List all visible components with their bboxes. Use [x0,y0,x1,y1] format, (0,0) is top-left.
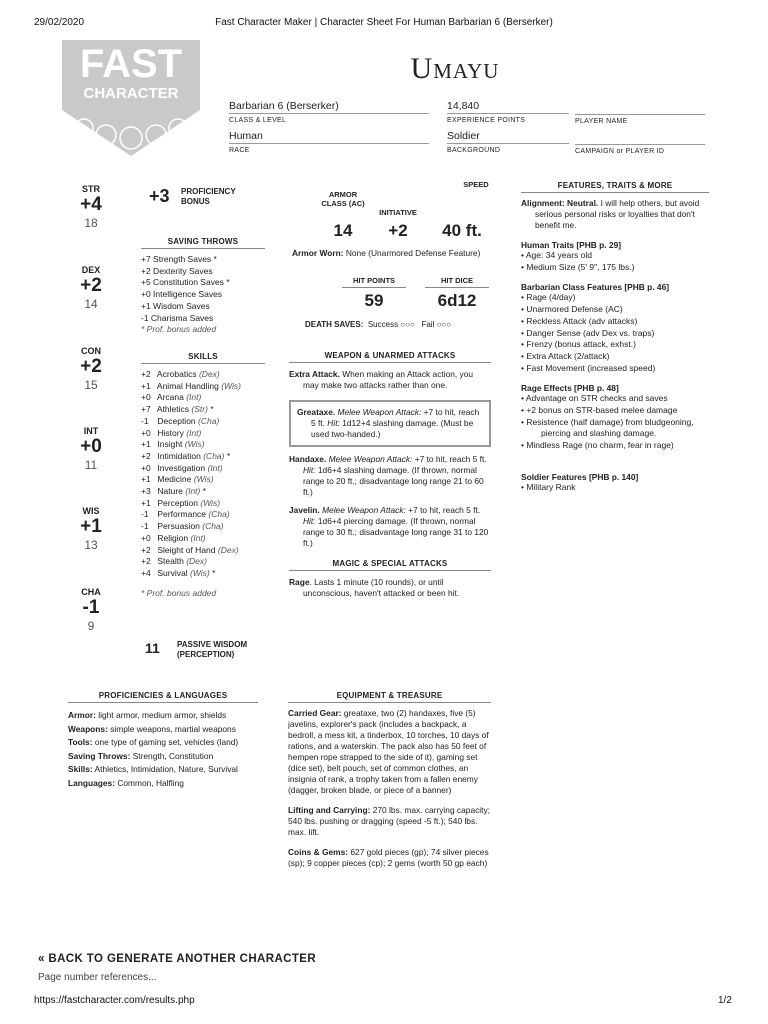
proficiencies-title: PROFICIENCIES & LANGUAGES [68,691,258,703]
lifting-carrying [288,805,491,838]
skill-mod: +1 [141,380,151,391]
print-date: 29/02/2020 [34,17,85,28]
skill-name: History [157,427,184,438]
player-name-value [575,100,705,115]
initiative-label: INITIATIVE [379,208,417,217]
death-saves [305,320,451,329]
skill-mod: +1 [141,474,151,485]
skill-item [141,381,265,393]
skill-ability: (Int) [190,532,206,543]
soldier-features-list [521,482,709,494]
speed-value: 40 ft. [442,221,482,240]
skill-prof-star: * [226,450,231,461]
proficiency-value: simple weapons, martial weapons [110,723,236,734]
ability-mod: +4 [80,194,102,215]
greataxe-name: Greataxe. [297,407,336,417]
skill-item [141,474,265,486]
list-item: • Unarmored Defense (AC) [521,304,623,315]
save-item: +2 Dexterity Saves [141,265,213,276]
rage-effects-title: Rage Effects [PHB p. 48] [521,383,619,394]
skill-prof-star: * [202,486,207,497]
coins-label: Coins & Gems: [288,847,349,857]
armor-worn-label: Armor Worn: [292,248,344,258]
skill-mod: +4 [141,567,151,578]
class-level-value: Barbarian 6 (Berserker) [229,100,429,114]
javelin-hit: +7 to hit, reach 5 ft. [408,505,481,515]
extra-attack-name: Extra Attack. [289,369,340,379]
skill-name: Stealth [157,556,184,567]
ability-name: INT [83,426,99,436]
list-item: • Fast Movement (increased speed) [521,362,656,373]
skill-item [141,545,265,557]
rage-name: Rage [289,577,310,587]
skill-ability: (Int) [186,392,202,403]
alignment-text: I will help others, but avoid serious personal risks or loyalties that don't benefit me. [535,198,700,230]
skill-ability: (Wis) [200,497,221,508]
skill-item [141,556,265,568]
armor-worn [292,248,480,258]
proficiency-key: Tools: [68,737,93,747]
hit-points-value: 59 [364,291,384,310]
ability-mod: +1 [80,516,102,537]
barbarian-features-list [521,292,709,374]
equipment-title: EQUIPMENT & TREASURE [288,691,491,703]
armor-worn-value: None (Unarmored Defense Feature) [345,248,481,258]
javelin-type: Melee Weapon Attack: [322,505,406,515]
rage-text: . Lasts 1 minute (10 rounds), or until unconscious, haven't attacked or been hit. [303,577,460,598]
ability-con [66,346,116,392]
skill-ability: (Int) [186,427,202,438]
javelin-name: Javelin. [289,505,320,515]
ability-score: 11 [84,458,98,472]
skill-name: Nature [157,486,183,497]
ability-mod: +2 [80,356,102,377]
skill-ability: (Dex) [186,556,207,567]
skill-name: Animal Handling [156,380,219,391]
lifting-text: 270 lbs. max. carrying capacity; 540 lbs. pushing or dragging (speed -5 ft.); 540 lbs. max. lift. [288,805,490,837]
skill-ability: (Int) [185,486,201,497]
ability-mod: +2 [80,275,102,296]
skill-name: Survival [157,567,188,578]
skill-item [141,416,265,428]
greataxe-damage: 1d12+4 slashing damage. (Must be used two-handed.) [311,418,474,439]
handaxe-name: Handaxe. [289,454,327,464]
saving-throws-list [141,254,265,336]
list-item: • Military Rank [521,481,576,492]
proficiencies-list [68,709,258,790]
page-references: Page number references... [38,972,157,983]
skill-item [141,369,265,381]
background-value: Soldier [447,130,569,144]
handaxe-attack [289,454,491,498]
skill-item [141,404,265,416]
hit-dice-label: HIT DICE [425,276,489,288]
ability-str [66,184,116,230]
skill-item [141,521,265,533]
campaign-label: CAMPAIGN or PLAYER ID [575,148,665,155]
proficiency-row [68,723,258,737]
skill-item [141,451,265,463]
proficiency-row [68,736,258,750]
rage-attack [289,577,491,599]
skill-prof-star: * [210,404,214,415]
lifting-label: Lifting and Carrying: [288,805,371,815]
death-saves-success: Success ○○○ [367,320,415,329]
death-saves-fail: Fail ○○○ [421,320,452,329]
ac-value: 14 [333,221,353,240]
skill-mod: -1 [141,509,149,520]
logo-character: CHARACTER [83,85,179,102]
skill-name: Athletics [156,404,190,415]
greataxe-hit: +7 to hit, reach 5 ft. [311,407,480,428]
skill-item [141,498,265,510]
proficiency-key: Languages: [68,777,115,788]
print-footer-page: 1/2 [718,995,732,1006]
skill-name: Investigation [157,462,206,473]
greataxe-attack [297,407,483,440]
skill-name: Intimidation [157,450,201,461]
skills-title: SKILLS [141,352,265,364]
character-name: Umayu [410,52,500,85]
skill-name: Insight [157,439,183,450]
skill-name: Religion [157,532,189,543]
skill-mod: +0 [141,532,151,543]
skill-ability: (Cha) [208,509,230,520]
logo-fast: FAST [79,42,183,86]
skill-item [141,568,265,580]
attacks-title: WEAPON & UNARMED ATTACKS [289,351,491,363]
skill-item [141,463,265,475]
carried-gear [288,708,491,796]
list-item: • Mindless Rage (no charm, fear in rage) [521,440,674,451]
xp-label: EXPERIENCE POINTS [447,117,526,124]
skill-ability: (Int) [207,462,223,473]
skill-ability: (Wis) [221,380,241,391]
ability-dex [66,265,116,311]
magic-title: MAGIC & SPECIAL ATTACKS [289,559,491,571]
proficiency-value: Common, Halfling [117,777,184,788]
handaxe-hit: +7 to hit, reach 5 ft. [414,454,487,464]
skill-mod: +2 [141,556,151,567]
handaxe-type: Melee Weapon Attack: [328,454,413,464]
print-title: Fast Character Maker | Character Sheet For Human Barbarian 6 (Berserker) [215,17,553,28]
death-saves-label: DEATH SAVES: [305,320,364,329]
skill-name: Deception [157,415,196,426]
proficiency-value: light armor, medium armor, shields [98,710,227,720]
skill-item [141,486,265,498]
skill-mod: +7 [141,404,151,415]
save-item: +7 Strength Saves * [141,254,217,264]
ability-name: DEX [81,265,101,275]
skill-mod: +1 [141,497,151,508]
barbarian-features-title: Barbarian Class Features [PHB p. 46] [521,282,670,293]
ability-wis [66,506,116,552]
proficiency-value: Athletics, Intimidation, Nature, Survival [94,764,238,774]
skill-ability: (Cha) [203,450,225,461]
player-name-label: PLAYER NAME [575,118,628,125]
skill-name: Arcana [156,392,184,403]
proficiency-row [68,763,258,777]
human-traits-title: Human Traits [PHB p. 29] [521,240,622,250]
features-title: FEATURES, TRAITS & MORE [521,181,709,193]
proficiency-label-1: PROFICIENCY [181,187,236,196]
list-item: • Reckless Attack (adv attacks) [521,315,638,326]
skill-ability: (Wis) [193,474,214,485]
soldier-features-title: Soldier Features [PHB p. 140] [521,471,639,482]
ability-score: 13 [84,538,98,552]
passive-wisdom-value: 11 [145,640,160,656]
skill-mod: +0 [141,427,151,438]
alignment-label: Alignment: Neutral. [521,198,599,208]
alignment [521,198,709,231]
proficiency-value: one type of gaming set, vehicles (land) [94,737,239,747]
greataxe-box [289,400,491,447]
coins-text: 627 gold pieces (gp); 74 silver pieces (sp); 9 copper pieces (cp); 2 gems (worth 50 gp each) [288,847,489,868]
proficiency-value: +3 [149,186,170,206]
skill-mod: +2 [141,369,151,379]
skill-name: Acrobatics [156,369,197,379]
race-value: Human [229,130,429,144]
skill-ability: (Wis) [189,567,210,578]
skills-list [141,369,265,580]
skill-item [141,533,265,545]
proficiency-key: Skills: [68,764,93,774]
skill-name: Persuasion [157,521,200,532]
proficiency-key: Weapons: [68,723,108,734]
skill-item [141,392,265,404]
proficiency-key: Saving Throws: [68,750,131,761]
passive-wisdom-label-1: PASSIVE WISDOM [177,640,248,649]
fast-character-logo [62,40,200,158]
skill-name: Performance [157,509,207,520]
javelin-damage: 1d6+4 piercing damage. (If thrown, normal range to 30 ft.; disadvantage long range 31 to 120 ft.) [303,516,489,548]
saving-throws-title: SAVING THROWS [141,237,265,249]
list-item: • Age: 34 years old [521,250,593,260]
skill-mod: +0 [141,462,151,473]
skill-mod: +1 [141,439,151,450]
hit-dice-value: 6d12 [437,291,477,310]
background-label: BACKGROUND [447,147,501,154]
proficiency-row [68,709,258,723]
race-label: RACE [229,147,250,154]
list-item: • +2 bonus on STR-based melee damage [521,405,678,416]
skill-mod: -1 [141,521,149,532]
save-item: +1 Wisdom Saves [141,300,210,311]
ability-mod: +0 [80,436,102,457]
class-level-label: CLASS & LEVEL [229,117,287,124]
ability-name: WIS [82,506,100,516]
hit-points-label: HIT POINTS [342,276,406,288]
save-item: +0 Intelligence Saves [141,289,223,300]
extra-attack [289,369,491,391]
handaxe-damage: 1d6+4 slashing damage. (If thrown, normal range to 20 ft.; disadvantage long range 21 to 60 ft.) [303,465,484,497]
proficiency-value: Strength, Constitution [132,750,214,761]
save-item: +5 Constitution Saves * [141,277,230,288]
list-item: • Advantage on STR checks and saves [521,393,668,404]
skill-ability: (Cha) [202,521,224,532]
carried-gear-label: Carried Gear: [288,708,342,718]
skill-ability: (Wis) [184,439,205,450]
rage-effects-list [521,393,709,452]
xp-value: 14,840 [447,100,569,114]
proficiency-row [68,750,258,764]
skill-ability: (Str) [191,404,208,415]
javelin-hit-label: Hit: [303,516,316,526]
ability-score: 18 [84,216,98,230]
skill-ability: (Dex) [217,544,239,555]
proficiency-key: Armor: [68,710,96,720]
ability-cha [66,587,116,633]
skill-mod: +2 [141,544,151,555]
ability-name: CON [81,346,101,356]
ac-label: ARMOR CLASS (AC) [321,190,365,208]
skill-name: Sleight of Hand [157,544,216,555]
proficiency-row [68,777,258,791]
back-to-generate-link[interactable]: « BACK TO GENERATE ANOTHER CHARACTER [38,953,317,965]
list-item: • Frenzy (bonus attack, exhst.) [521,339,636,350]
proficiency-label-2: BONUS [181,197,210,206]
list-item: • Resistence (half damage) from bludgeoning, piercing and slashing damage. [521,416,694,439]
skill-mod: +0 [141,392,151,403]
list-item: • Extra Attack (2/attack) [521,350,610,361]
passive-wisdom-label-2: (PERCEPTION) [177,650,235,659]
javelin-attack [289,505,491,549]
list-item: • Danger Sense (adv Dex vs. traps) [521,327,655,338]
save-note: * Prof. bonus added [141,324,217,335]
ability-score: 15 [84,378,98,392]
skill-name: Medicine [157,474,192,485]
campaign-value [575,130,705,145]
speed-label: SPEED [463,180,489,189]
ability-mod: -1 [82,597,100,618]
skill-item [141,428,265,440]
skill-mod: +3 [141,486,151,497]
ability-name: CHA [81,587,101,597]
ability-score: 14 [84,297,98,311]
carried-gear-text: greataxe, two (2) handaxes, five (5) javelins, explorer's pack (includes a backpack, a bedroll, a mess kit, a tinderbox, 10 torches, 10 days of rations, and a waterskin. The pack also has 50 feet of hempen rope strapped to the side of it), gaming set (dice set), belt pouch, set of common clothes, an insignia of rank, a trophy taken from a fallen enemy (dagger, broken blade, or piece of a banner) [288,708,489,795]
skill-ability: (Dex) [198,369,220,379]
skill-prof-star: * [212,567,216,578]
skill-ability: (Cha) [198,415,220,426]
ability-name: STR [82,184,100,194]
handaxe-hit-label: Hit: [303,465,316,475]
print-footer-url: https://fastcharacter.com/results.php [34,995,195,1006]
skill-item [141,439,265,451]
skill-mod: -1 [141,415,149,426]
list-item: • Rage (4/day) [521,292,576,303]
coins-gems [288,847,491,869]
extra-attack-text: When making an Attack action, you may make two attacks rather than one. [303,369,474,390]
initiative-value: +2 [388,221,408,240]
list-item: • Medium Size (5' 9", 175 lbs.) [521,261,635,272]
human-traits-list [521,250,709,273]
skill-name: Perception [157,497,199,508]
skills-note: * Prof. bonus added [141,587,217,598]
ability-int [66,426,116,472]
skill-mod: +2 [141,450,151,461]
save-item: -1 Charisma Saves [141,312,214,323]
greataxe-type: Melee Weapon Attack: [337,407,422,417]
greataxe-hit-label: Hit: [327,418,340,428]
skill-item [141,509,265,521]
ability-score: 9 [87,619,95,633]
